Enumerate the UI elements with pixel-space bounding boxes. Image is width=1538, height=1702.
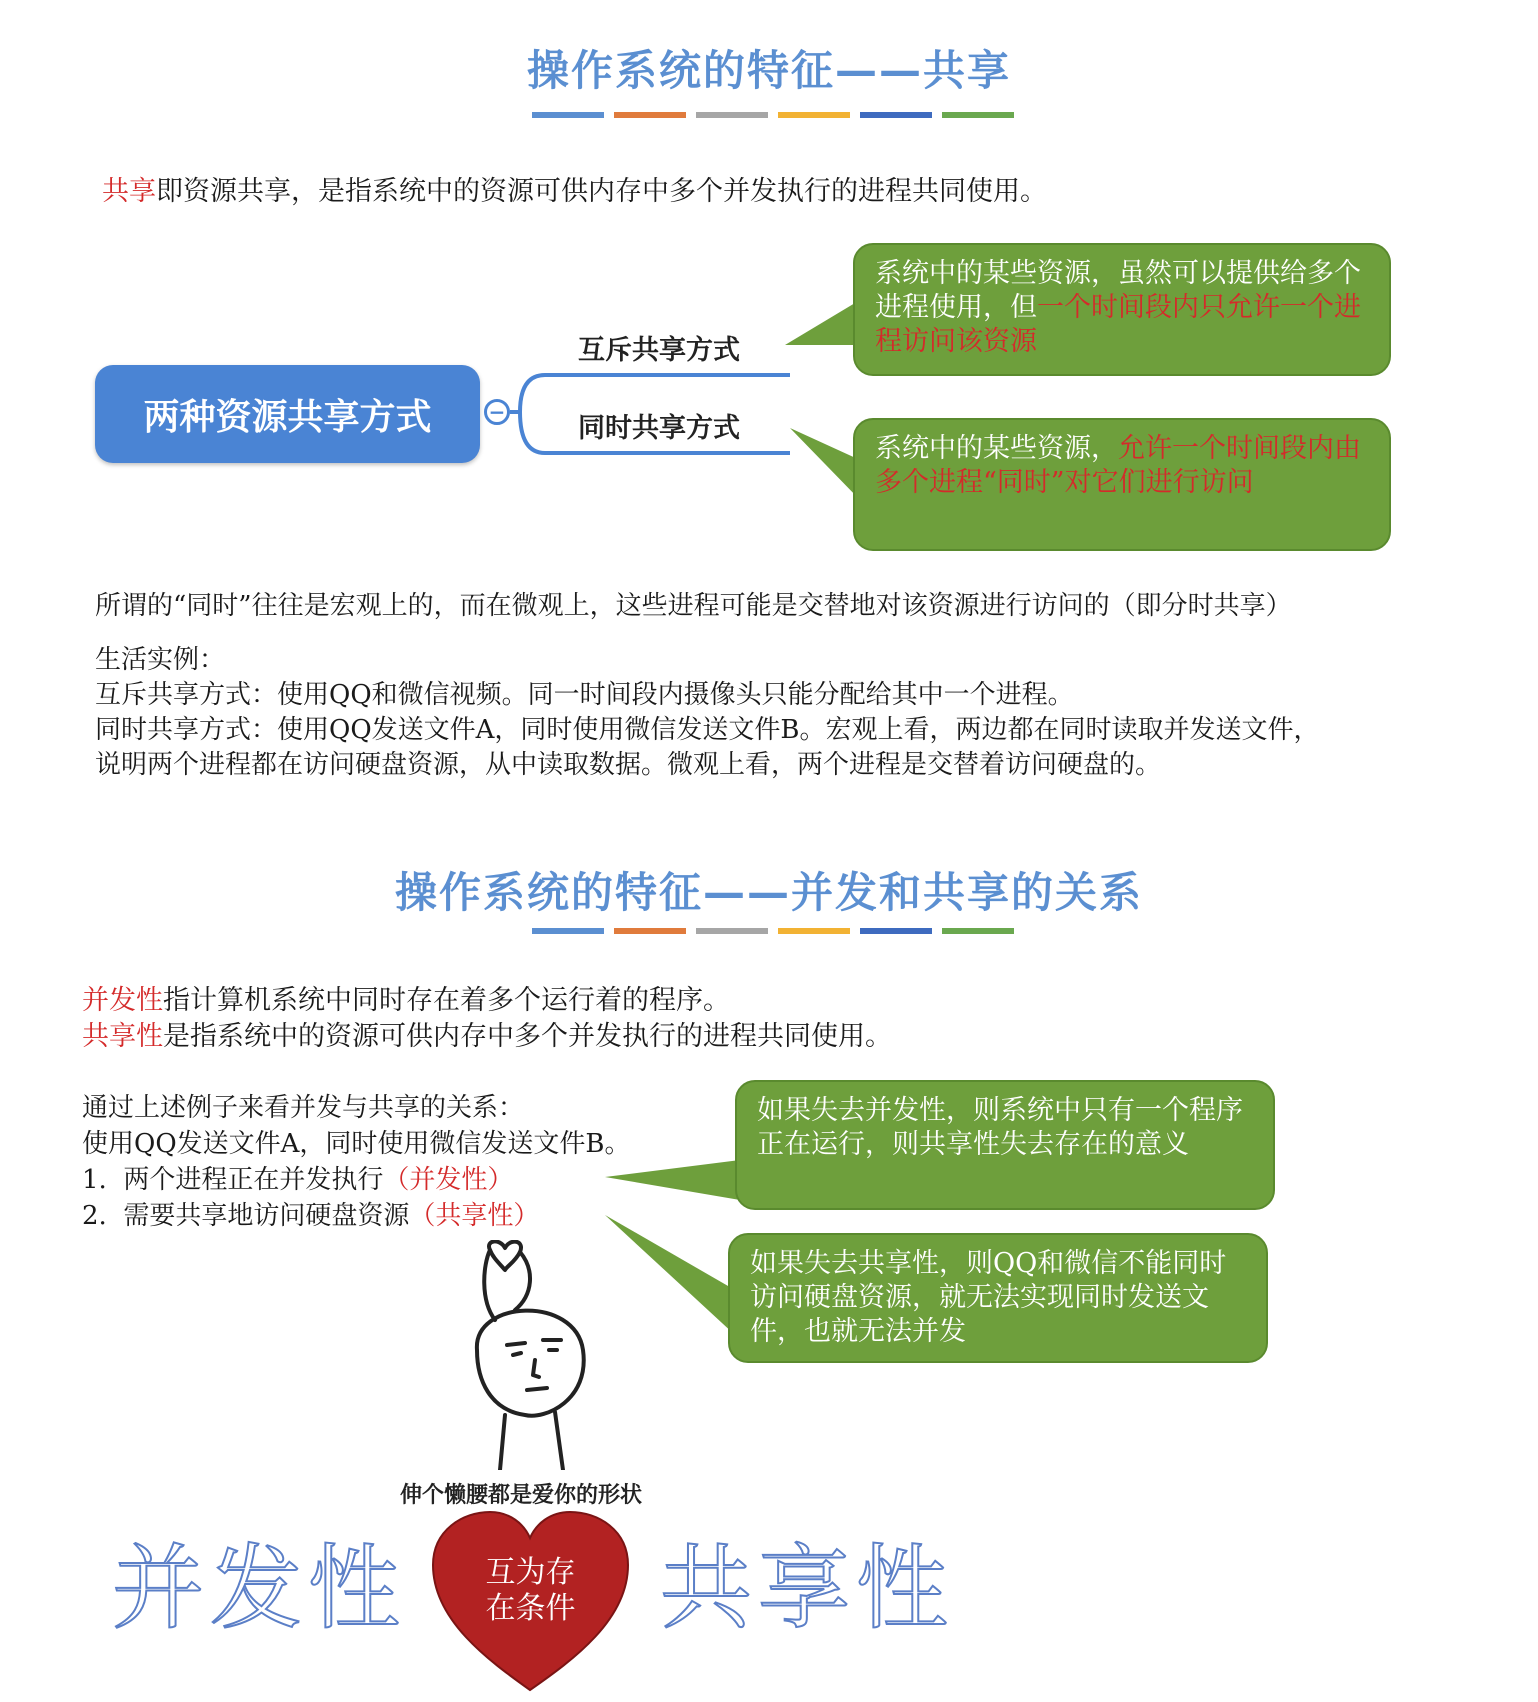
meme-caption: 伸个懒腰都是爱你的形状 [400, 1483, 643, 1508]
branch-mutex-sharing[interactable]: 互斥共享方式 [578, 335, 740, 366]
branch-simultaneous-sharing[interactable]: 同时共享方式 [578, 413, 740, 444]
sharing-definition-text-2: 是指系统中的资源可供内存中多个并发执行的进程共同使用。 [163, 1021, 892, 1052]
big-word-concurrency: 并发性 [112, 1535, 407, 1642]
big-word-sharing: 共享性 [660, 1535, 955, 1642]
meme-heart-stretch-figure [455, 1240, 625, 1470]
callout1-pointer [785, 300, 860, 345]
color-bar [696, 928, 768, 934]
example-simultaneous-cont: 说明两个进程都在访问硬盘资源，从中读取数据。微观上看，两个进程是交替着访问硬盘的。 [95, 750, 1162, 780]
color-bar [942, 928, 1014, 934]
callout-mutex [853, 243, 1391, 376]
example-simultaneous: 同时共享方式：使用QQ发送文件A，同时使用微信发送文件B。宏观上看，两边都在同时读取并发送文件， [95, 715, 1320, 745]
color-bar [614, 928, 686, 934]
sharing-term-2: 共享性 [82, 1021, 163, 1052]
sharing-definition-text: 即资源共享，是指系统中的资源可供内存中多个并发执行的进程共同使用。 [156, 176, 1047, 207]
relation-heading: 通过上述例子来看并发与共享的关系： [82, 1093, 525, 1123]
concurrency-term: 并发性 [82, 985, 163, 1016]
simultaneous-note: 所谓的“同时”往往是宏观上的，而在微观上，这些进程可能是交替地对该资源进行访问的（即分时共享） [95, 591, 1292, 621]
item-number: 2. [82, 1201, 107, 1231]
callout-mutex-text: 系统中的某些资源，虽然可以提供给多个进程使用，但 [875, 258, 1361, 323]
item-number: 1. [82, 1165, 107, 1195]
item-text: 需要共享地访问硬盘资源 [123, 1201, 410, 1231]
sharing-definition-2 [82, 1019, 892, 1055]
collapse-toggle-icon[interactable]: − [484, 399, 510, 425]
relation-example: 使用QQ发送文件A，同时使用微信发送文件B。 [82, 1129, 631, 1159]
heart-text-line2: 在条件 [485, 1591, 576, 1626]
item-text: 两个进程正在并发执行 [123, 1165, 384, 1195]
item-tag-concurrency: （并发性） [383, 1165, 514, 1195]
mindmap-root[interactable]: 两种资源共享方式 [95, 365, 480, 463]
callout-mutex-highlight: 一个时间段内只允许一个进程访问该资源 [875, 292, 1361, 357]
section2-title: 操作系统的特征——并发和共享的关系 [394, 868, 1143, 917]
sharing-term: 共享 [102, 176, 156, 207]
item-tag-sharing: （共享性） [409, 1201, 540, 1231]
color-bar [532, 928, 604, 934]
callout-lose-sharing: 如果失去共享性，则QQ和微信不能同时访问硬盘资源，就无法实现同时发送文件，也就无法并发 [728, 1233, 1268, 1363]
heart-text [428, 1555, 633, 1627]
example-mutex: 互斥共享方式：使用QQ和微信视频。同一时间段内摄像头只能分配给其中一个进程。 [95, 680, 1074, 710]
callout-simultaneous-text: 系统中的某些资源， [875, 433, 1118, 464]
example-heading: 生活实例： [95, 645, 226, 675]
concurrency-definition-text: 指计算机系统中同时存在着多个运行着的程序。 [163, 985, 730, 1016]
section1-title: 操作系统的特征——共享 [526, 46, 1011, 95]
title-color-bars [532, 928, 1014, 934]
color-bar [860, 928, 932, 934]
callout-simultaneous [853, 418, 1391, 551]
callout-lose-concurrency: 如果失去并发性，则系统中只有一个程序正在运行，则共享性失去存在的意义 [735, 1080, 1275, 1210]
concurrency-definition [82, 983, 730, 1019]
callout-concurrency-pointer [605, 1160, 740, 1200]
color-bar [778, 928, 850, 934]
heart-text-line1: 互为存 [485, 1555, 576, 1590]
callout-simultaneous-highlight: 允许一个时间段内由多个进程“同时”对它们进行访问 [875, 433, 1361, 498]
callout2-pointer [790, 428, 860, 500]
